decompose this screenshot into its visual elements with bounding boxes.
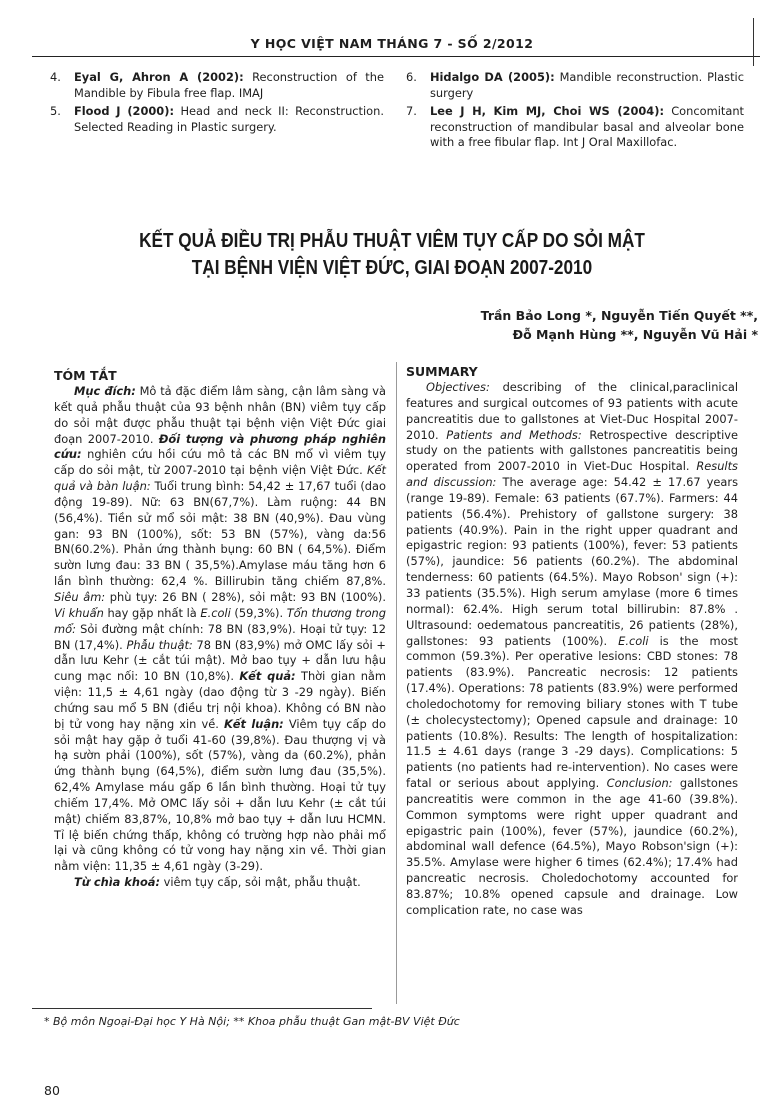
page-edge-line <box>753 18 754 66</box>
journal-header: Y HỌC VIỆT NAM THÁNG 7 - SỐ 2/2012 <box>250 36 534 51</box>
text-run: The average age: 54.42 ± 17.67 years (range 19-89). Female: 63 patients (67.7%). Farmers: 44 patients (56.4%). Prehistory of gallstone surgery: 38 patients (40.9%). Pain in the right upper quadrant and epigastric region: 93 patients (100%), fever: 53 patients (57%), jaundice: 56 patients (60.2%). The abdominal tenderness: 60 patients (64.5%). Mayo Robson' sign (+): 33 patients (35.5%). High serum amylase (more 6 times normal): 62.4%. High serum total billirubin: 87.8% . Ultrasound: oedematous pancreatitis, 26 patients (28%), gallstones: 93 patients (100%). <box>406 475 738 648</box>
label-keywords: Từ chìa khoá: <box>74 875 161 890</box>
article-title-line: TẠI BỆNH VIỆN VIỆT ĐỨC, GIAI ĐOẠN 2007-2010 <box>191 257 593 279</box>
page-number: 80 <box>44 1083 60 1098</box>
text-run: Tuổi trung bình: 54,42 ± 17,67 tuổi (dao động 19-89). Nữ: 63 BN(67,7%). Làm ruộng: 44 BN (56,4%). Tiền sử mổ sỏi mật: 38 BN (40,9%). Đau vùng gan: 93 BN (100%), sốt: 53 BN (57%), vàng da:56 BN(60.2%). Phản ứng thành bụng: 60 BN ( 64,5%). Điểm sườn lưng đau: 33 BN ( 35,5%).Amylase máu tăng hơn 6 lần bình thường: 62,4 %. Billirubin tăng chiếm 87,8%. <box>54 479 386 589</box>
reference-text: Mandible reconstruction. Plastic surgery <box>430 70 744 100</box>
reference-number: 5. <box>50 104 61 118</box>
reference-authors: Eyal G, Ahron A (2002): <box>74 70 244 84</box>
label-objectives: Objectives: <box>426 380 490 394</box>
abstract-vi-body <box>54 384 386 891</box>
affiliation-footnote: * Bộ môn Ngoại-Đại học Y Hà Nội; ** Khoa phẫu thuật Gan mật-BV Việt Đức <box>44 1015 460 1028</box>
reference-text: Concomitant reconstruction of mandibular basal and alveolar bone with a free fibular flap. Int J Oral Maxillofac. <box>430 104 744 150</box>
reference-number: 6. <box>406 70 417 84</box>
text-run: gallstones pancreatitis were common in the age 41-60 (39.8%). Common symptoms were right upper quadrant and epigastric pain (100%), fever (57%), jaundice (60.2%), abdominal wall defence (64.5%), Mayo Robson'sign (+): 35.5%. Amylase were higher 6 times (62.4%); 17.4% had pancreatic necrosis. Choledochotomy accounted for 83.87%; 10.8% opened capsule and drainage. Low complication rate, no case was <box>406 776 738 917</box>
column-divider <box>396 362 397 1004</box>
term-ecoli: E.coli <box>200 605 231 620</box>
text-run: 78 BN (83,9%) mở OMC lấy sỏi + dẫn lưu Kehr (± cắt túi mật). Mở bao tụy + dẫn lưu hậu cung mạc nối: 10 BN (10,8%). <box>54 637 386 684</box>
text-run: is the most common (59.3%). Per operative lesions: CBD stones: 78 patients (83.9%). Pancreatic necrosis: 12 patients (17.4%). Operations: 78 patients (83.9%) were performed choledochotomy for removing biliary stones with T tube (± cholecystectomy); Opened capsule and drainage: 10 patients (10.8%). Results: The length of hospitalization: 11.5 ± 4.61 days (range 3 -29 days). Complications: 5 patients (no patients had re-intervention). No cases were fatal or serious about applying. <box>406 633 738 791</box>
label-objective: Mục đích: <box>74 384 136 398</box>
reference-authors: Flood J (2000): <box>74 104 174 118</box>
label-methods: Đối tượng và phương pháp nghiên cứu: <box>54 431 386 462</box>
label-results: Kết quả: <box>239 669 296 684</box>
article-title-line: KẾT QUẢ ĐIỀU TRỊ PHẪU THUẬT VIÊM TỤY CẤP DO SỎI MẬT <box>139 230 645 252</box>
label-results-discussion: Results and discussion: <box>406 459 738 490</box>
keywords-vi <box>54 875 386 891</box>
text-run: hay gặp nhất là <box>103 605 201 620</box>
label-surgery: Phẫu thuật: <box>126 637 193 652</box>
text-run: Sỏi đường mật chính: 78 BN (83,9%). Hoại tử tụy: 12 BN (17,4%). <box>54 621 386 652</box>
reference-number: 4. <box>50 70 61 84</box>
text-run: describing of the clinical,paraclinical features and surgical outcomes of 93 patients with acute pancreatitis due to gallstones at Viet-Duc Hospital 2007-2010. <box>406 380 738 442</box>
text-run: Mô tả đặc điểm lâm sàng, cận lâm sàng và kết quả phẫu thuật của 93 bệnh nhân (BN) viêm tụy cấp do sỏi mật được phẫu thuật tại bệnh viện Việt Đức giai đoạn 2007-2010. <box>54 384 386 446</box>
text-run: phù tụy: 26 BN ( 28%), sỏi mật: 93 BN (100%). <box>105 589 386 604</box>
author-line: Đỗ Mạnh Hùng **, Nguyễn Vũ Hải * <box>512 327 758 342</box>
abstract-en-heading: SUMMARY <box>406 364 478 379</box>
label-bacteria: Vi khuẩn <box>54 605 104 620</box>
label-lesions: Tổn thương trong mổ: <box>54 605 387 636</box>
label-results-discussion: Kết quả và bàn luận: <box>54 463 386 494</box>
author-line: Trần Bảo Long *, Nguyễn Tiến Quyết **, <box>480 308 758 323</box>
reference-authors: Lee J H, Kim MJ, Choi WS (2004): <box>430 104 664 118</box>
label-patients-methods: Patients and Methods: <box>446 427 582 442</box>
reference-item <box>406 104 744 170</box>
reference-text: Head and neck II: Reconstruction. Selected Reading in Plastic surgery. <box>74 104 384 134</box>
abstract-vi-paragraph <box>54 384 386 875</box>
reference-item <box>50 104 384 152</box>
text-run: Thời gian nằm viện: 11,5 ± 4,61 ngày (dao động từ 3 -29 ngày). Biến chứng sau mổ 5 BN (điều trị nội khoa). Không có BN nào bị tử vong hay nặng xin về. <box>54 669 386 731</box>
text-run: Retrospective descriptive study on the patients with gallstones pancreatitis being operated from 2007-2010 in Viet-Duc Hospital. <box>406 427 738 474</box>
text-run: Viêm tụy cấp do sỏi mật hay gặp ở tuổi 41-60 (39,8%). Đau thượng vị và hạ sườn phải (100%), sốt (57%), vàng da (60.2%), phản ứng thành bụng (64,5%), điểm sườn lưng đau (35,5%). 62,4% Amylase máu gấp 6 lần bình thường. Hoại tử tụy chiếm 17,4%. Mở OMC lấy sỏi + dẫn lưu Kehr (± cắt túi mật) chiếm 83,87%, 10,8% mở bao tụy + dẫn lưu HCMN. Tỉ lệ biến chứng thấp, không có trường hợp nào phải mổ lại và cũng không có tử vong hay nặng xin về. Thời gian nằm viện: 11,35 ± 4,61 ngày (3-29). <box>54 716 386 874</box>
text-run: viêm tụy cấp, sỏi mật, phẫu thuật. <box>160 875 361 890</box>
label-conclusion: Kết luận: <box>223 716 284 731</box>
reference-authors: Hidalgo DA (2005): <box>430 70 555 84</box>
reference-item <box>50 70 384 102</box>
term-ecoli: E.coli <box>618 633 649 648</box>
abstract-en-body <box>406 380 738 919</box>
reference-number: 7. <box>406 104 417 118</box>
abstract-vi-heading: TÓM TẮT <box>54 368 117 383</box>
abstract-en-paragraph <box>406 380 738 919</box>
reference-item <box>406 70 744 102</box>
text-run: (59,3%). <box>230 605 287 620</box>
label-conclusion: Conclusion: <box>606 776 673 791</box>
text-run: nghiên cứu hồi cứu mô tả các BN mổ vì viêm tụy cấp do sỏi mật, từ 2007-2010 tại bệnh viện Việt Đức. <box>54 447 386 478</box>
footnote-rule <box>32 1008 372 1009</box>
header-rule <box>32 56 760 57</box>
author-list <box>481 306 758 344</box>
label-ultrasound: Siêu âm: <box>54 589 106 604</box>
reference-text: Reconstruction of the Mandible by Fibula free flap. IMAJ <box>74 70 384 100</box>
article-title <box>106 228 677 282</box>
